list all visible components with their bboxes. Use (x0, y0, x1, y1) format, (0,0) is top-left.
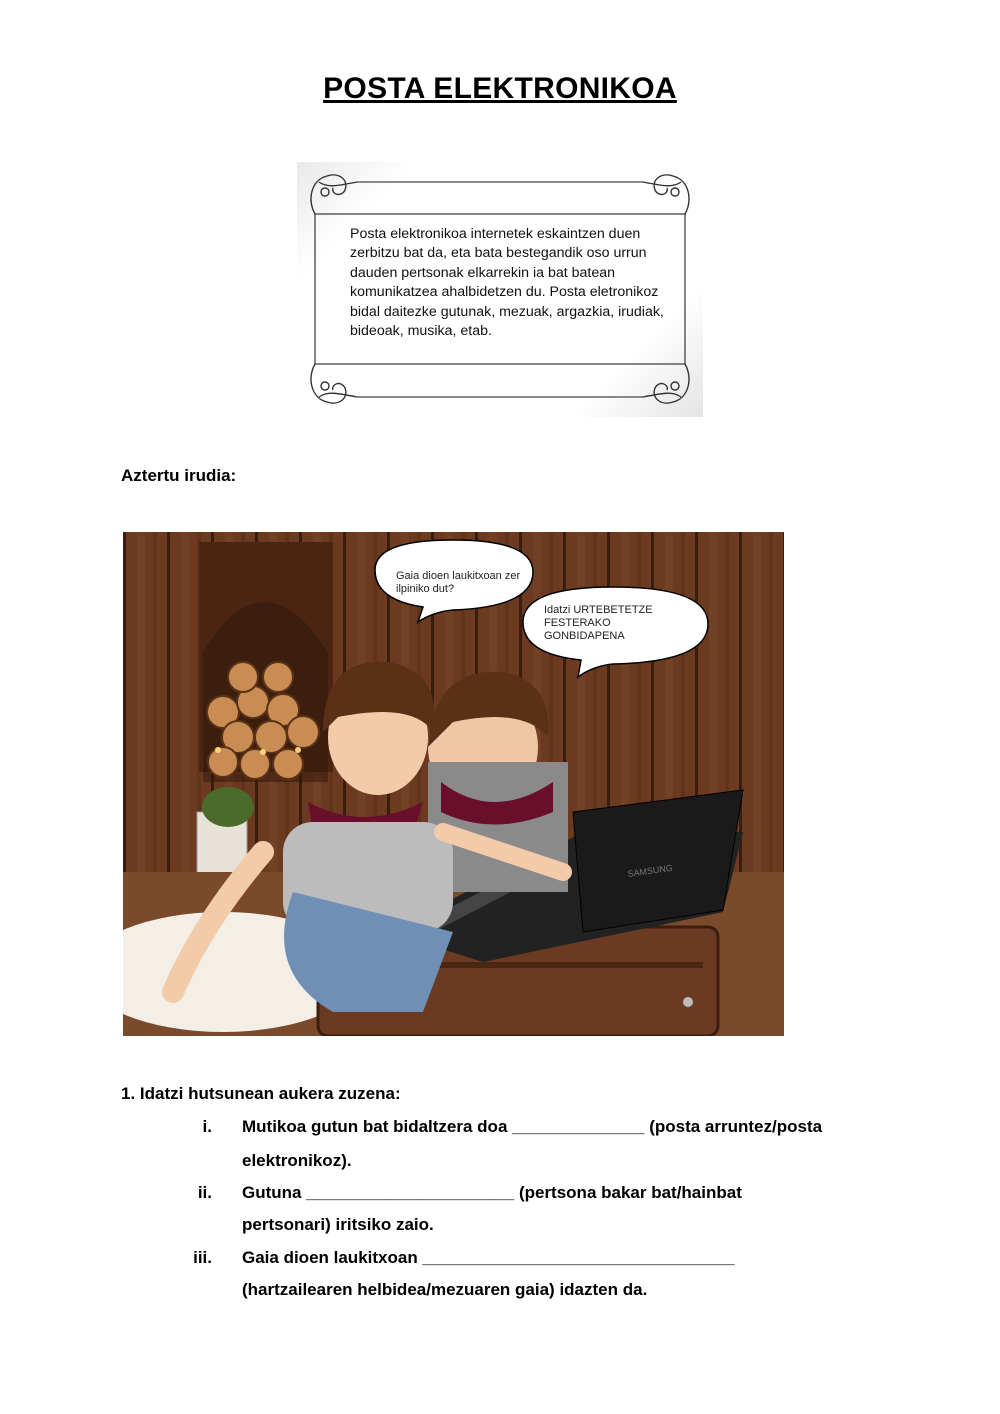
section-label: Aztertu irudia: (121, 466, 237, 485)
question-text-continued: pertsonari) iritsiko zaio. (242, 1215, 434, 1234)
exercise-heading: 1. Idatzi hutsunean aukera zuzena: (121, 1084, 401, 1103)
laptop-brand: SAMSUNG (626, 862, 674, 879)
question-text-continued: elektronikoz). (242, 1151, 352, 1170)
scene-drawing (123, 532, 784, 1036)
question-text: Mutikoa gutun bat bidaltzera doa ______________ (posta arruntez/posta (242, 1117, 823, 1136)
question-text: Gaia dioen laukitxoan _________________________________ (242, 1248, 735, 1267)
page-title: POSTA ELEKTRONIKOA (323, 72, 677, 105)
illustration-kids-laptop (123, 532, 784, 1036)
question-text: Gutuna ______________________ (pertsona bakar bat/hainbat (242, 1183, 742, 1202)
question-text-continued: (hartzailearen helbidea/mezuaren gaia) idazten da. (242, 1280, 648, 1299)
speech-bubble-right: Idatzi URTEBETETZE FESTERAKO GONBIDAPENA (544, 604, 653, 642)
question-number: iii. (193, 1248, 212, 1267)
decorative-text-frame (297, 162, 703, 417)
frame-paragraph: Posta elektronikoa internetek eskaintzen duen zerbitzu bat da, eta bata bestegandik oso urrun dauden pertsonak elkarrekin ia bat batean komunikatzea ahalbidetzen du. Posta eletronikoz bidal daitezke gutunak, mezuak, argazkia, irudiak, bideoak, musika, etab. (350, 226, 664, 340)
speech-bubble-left: Gaia dioen laukitxoan zer ilpiniko dut? (396, 570, 521, 595)
question-number: i. (202, 1117, 212, 1136)
question-number: ii. (197, 1183, 212, 1202)
